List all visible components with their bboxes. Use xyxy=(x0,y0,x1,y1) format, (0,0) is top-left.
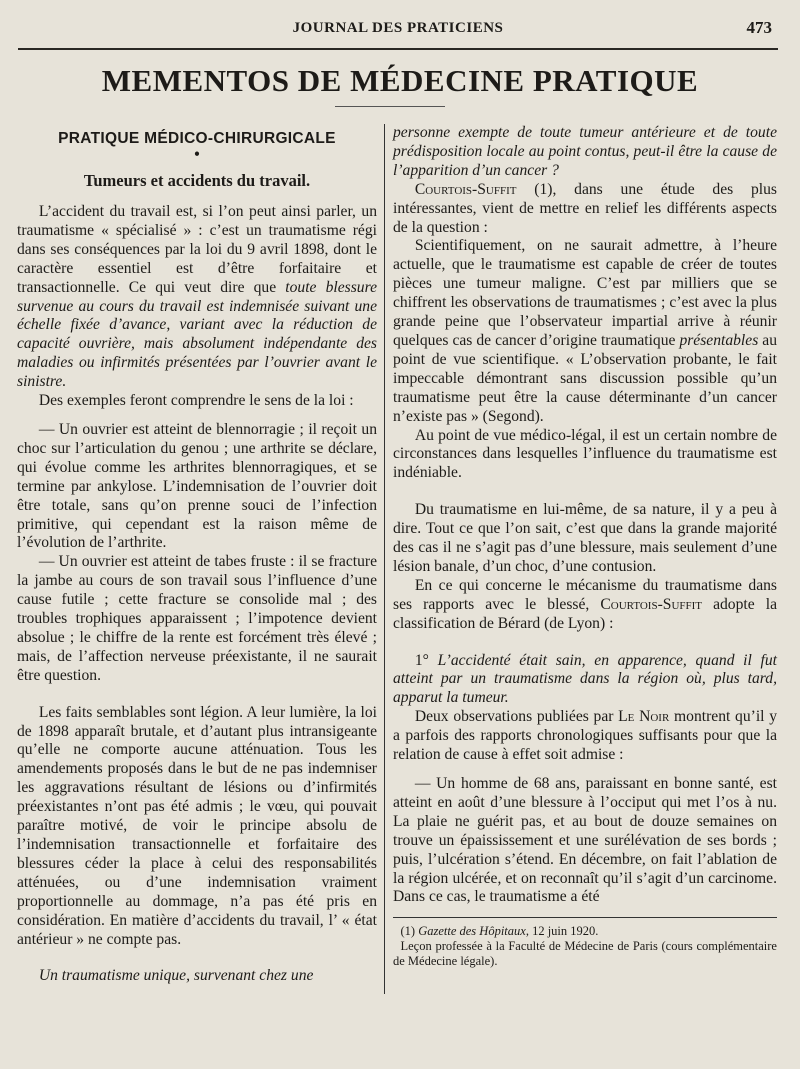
footnote-text: , 12 juin 1920. xyxy=(525,924,599,939)
paragraph: Du traumatisme en lui-même, de sa nature, il y a peu à dire. Tout ce que l’on sait, c’est que dans la grande majorité des cas il ne s’agit pas d’une blessure, mais seulement d’une lésion banale, d’un choc, d’une contusion. xyxy=(393,501,777,575)
footnote: Leçon professée à la Faculté de Médecine de Paris (cours complémentaire de Médecine légale). xyxy=(393,939,777,969)
article-title: Tumeurs et accidents du travail. xyxy=(83,171,311,190)
paragraph xyxy=(393,181,777,238)
paragraph-text: En ce qui concerne le mécanisme du traumatisme dans ses rapports avec le blessé, xyxy=(393,576,777,613)
paragraph-text: montrent qu’il y a parfois des rapports chronologiques suffisants pour que la relation de cause à effet soit admise : xyxy=(393,708,777,764)
paragraph: — Un ouvrier est atteint de tabes fruste : il se fracture la jambe au cours de son travail sous l’influence d’une cause futile ; cette fracture se consolide mal ; des troubles trophiques apparaissent ; l’impotence devient absolue ; le chiffre de la rente est forcément très élevé ; mais, de l’affection nerveuse préexistante, il ne saurait être question. xyxy=(17,553,377,684)
paragraph-italic: présentables xyxy=(679,331,759,349)
paragraph-italic: personne exempte de toute tumeur antérieure et de toute prédisposition locale au point contus, peut-il être la cause de l’apparition d’un cancer ? xyxy=(393,124,777,179)
paragraph: Au point de vue médico-légal, il est un certain nombre de circonstances dans lesquelles l’influence du traumatisme est indéniable. xyxy=(393,426,777,482)
paragraph xyxy=(393,577,777,634)
paragraph-text: adopte la classification de Bérard (de Lyon) : xyxy=(393,595,777,632)
paragraph xyxy=(17,967,377,986)
author-name: Le Noir xyxy=(618,708,670,726)
list-number: 1° xyxy=(414,651,438,669)
running-header xyxy=(18,14,778,50)
page-number: 473 xyxy=(746,18,772,37)
footnote-rule xyxy=(393,917,777,918)
paragraph-text: L’accident du travail est, si l’on peut ainsi parler, un traumatisme « spécialisé » : c’est un traumatisme régi dans ses conséquences par la loi du 9 avril 1898, dont le caractère essentiel est d’être forfaitaire et transactionnelle. Ce qui veut dire que xyxy=(17,203,377,296)
paragraph: — Un ouvrier est atteint de blennorragie ; il reçoit un choc sur l’articulation du genou ; une arthrite se déclare, qui évolue comme les arthrites blennorragiques, et se termine par ankylose. L’indemnisation de l’ouvrier doit être totale, sans qu’on prenne souci de l’infection primitive, qui cependant est la raison même de l’évolution de l’arthrite. xyxy=(17,420,377,552)
paragraph: Des exemples feront comprendre le sens de la loi : xyxy=(38,392,354,410)
footnote xyxy=(393,924,777,939)
author-name: Courtois-Suffit xyxy=(600,595,703,613)
paragraph-text: Deux observations publiées par xyxy=(414,708,619,726)
column-divider xyxy=(384,124,385,994)
paragraph xyxy=(393,124,777,181)
paragraph-italic: Un traumatisme unique, survenant chez une xyxy=(38,967,314,985)
footnote-italic: Gazette des Hôpitaux xyxy=(418,924,526,939)
paragraph-text: Scientifiquement, on ne saurait admettre, à l’heure actuelle, que le traumatisme est capable de créer de toutes pièces une tumeur maligne. C’est par milliers que se chiffrent les observations de traumatismes ; c’est avec la plus grande peine que l’observateur impartial arrive à réunir quelques cas de cancer d’origine traumatique xyxy=(393,237,777,349)
section-heading: PRATIQUE MÉDICO-CHIRURGICALE xyxy=(58,130,336,147)
author-name: Courtois-Suffit xyxy=(414,180,517,198)
page-title: MEMENTOS DE MÉDECINE PRATIQUE xyxy=(101,63,699,98)
paragraph xyxy=(393,237,777,426)
paragraph-text: (1), dans une étude des plus intéressantes, vient de mettre en relief les différents aspects de la question : xyxy=(393,180,777,236)
paragraph: — Un homme de 68 ans, paraissant en bonne santé, est atteint en août d’une blessure à l’occiput qui met l’os à nu. La plaie ne guérit pas, et au bout de douze semaines on trouve un épaississement et une surélévation de ses bords ; puis, l’ulcération s’étend. En décembre, on fait l’ablation de la région ulcérée, et on reconnaît qu’il s’agit d’un carcinome. Dans ce cas, le traumatisme a été xyxy=(393,775,777,906)
paragraph-italic: L’accidenté était sain, en apparence, quand il fut atteint par un traumatisme dans la région où, plus tard, apparut la tumeur. xyxy=(393,651,778,707)
journal-name: JOURNAL DES PRATICIENS xyxy=(292,20,504,36)
section-mark: • xyxy=(194,146,200,163)
paragraph-italic: toute blessure survenue au cours du travail est indemnisée suivant une échelle fixée d’avance, variant avec la réduction de capacité ouvrière, mais absolument indépendante des maladies ou infirmités présentées par l’ouvrier avant le sinistre. xyxy=(17,278,377,391)
paragraph: Les faits semblables sont légion. A leur lumière, la loi de 1898 apparaît brutale, et d’autant plus intransigeante qu’elle ne comporte aucune atténuation. Tous les amendements proposés dans le but de ne pas indemniser les aggravations résultant de lésions ou d’infirmités préexistantes n’ont pas été admis ; le vœu, qui pouvait paraître motivé, de voir le principe absolu de l’indemnisation transactionnelle et forfaitaire des blessures céder la place à celui des responsabilités atténuées, ou d’une indemnisation vraiment proportionnelle au dommage, n’a pas été pris en considération. En matière d’accidents du travail, l’ « état antérieur » ne compte pas. xyxy=(17,703,377,948)
footnote-text: (1) xyxy=(400,924,419,939)
paragraph xyxy=(393,708,777,765)
paragraph-text: au point de vue scientifique. « L’observation probante, le fait impeccable démontrant sans discussion possible qu’un traumatisme peut être la cause déterminante d’un cancer n’existe pas » (Segond). xyxy=(393,331,777,425)
title-rule xyxy=(335,106,445,107)
paragraph xyxy=(17,203,377,392)
paragraph xyxy=(393,652,777,709)
right-column xyxy=(393,124,777,969)
left-column xyxy=(17,124,377,986)
